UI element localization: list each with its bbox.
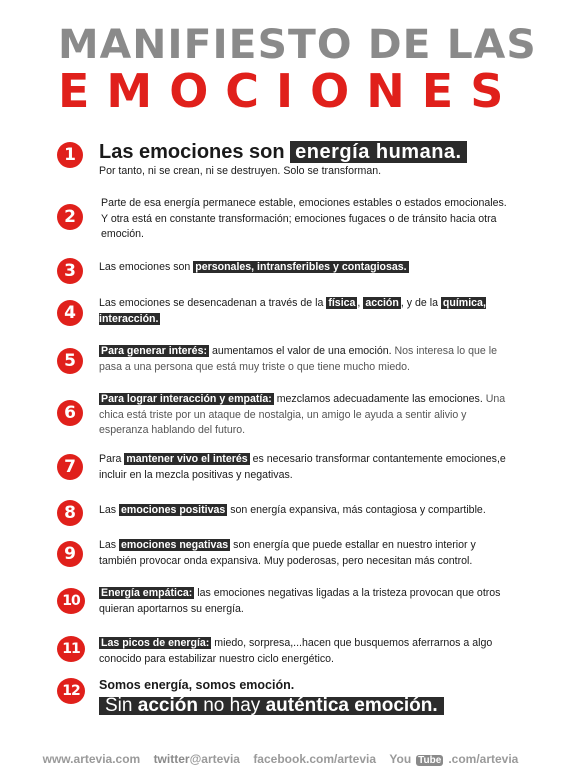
- highlight-text: física: [328, 297, 356, 309]
- item-text: son energía que puede estallar en nuestro interior y también provocar onda expansiva. Muy poderosas, pero necesitan más control.: [99, 539, 476, 567]
- item-text: mezclamos adecuadamente las emociones.: [273, 393, 486, 405]
- item-subtext: Por tanto, ni se crean, ni se destruyen. Solo se transforman.: [99, 165, 382, 177]
- closing-banner: Sin acción no hay auténtica emoción.: [99, 697, 444, 715]
- highlight-text: Para lograr interacción y empatía:: [101, 393, 272, 405]
- item-text: Para: [99, 453, 125, 465]
- closing-statement: Somos energía, somos emoción.: [99, 678, 295, 692]
- item-text: Las emociones son: [99, 141, 291, 163]
- item-example: Una chica está triste por un ataque de nostalgia, un amigo le ayuda a sentir alivio y esperanza hablando del futuro.: [99, 393, 506, 436]
- highlight-text: emociones negativas: [121, 539, 229, 551]
- item-text: aumentamos el valor de una emoción.: [209, 345, 395, 357]
- item-example: Nos interesa lo que le pasa a una persona que está muy triste o que tiene mucho miedo.: [99, 345, 497, 373]
- highlight-text: Energía empática:: [101, 587, 193, 599]
- youtube-link[interactable]: You Tube .com/artevia: [389, 752, 519, 766]
- highlight-text: Las picos de energía:: [101, 637, 210, 649]
- facebook-link[interactable]: facebook.com/artevia: [253, 752, 377, 766]
- twitter-logo: twitter: [153, 752, 190, 766]
- website-link[interactable]: www.artevia.com: [42, 752, 141, 766]
- number-badge: 3: [57, 258, 83, 284]
- footer-links: [0, 752, 561, 766]
- twitter-link[interactable]: twitter@artevia: [153, 752, 240, 766]
- item-text: Las emociones se desencadenan a través de la: [99, 297, 327, 309]
- title-line-1: MANIFIESTO DE LAS: [58, 22, 537, 68]
- number-badge: 9: [57, 541, 83, 567]
- highlight-text: energía humana.: [290, 141, 466, 163]
- number-badge: 6: [57, 400, 83, 426]
- item-text: las emociones negativas ligadas a la tristeza provocan que otros quieran aportarnos su energía.: [99, 587, 501, 615]
- item-text: Las emociones son: [99, 261, 194, 273]
- title-line-2: EMOCIONES: [58, 64, 521, 118]
- poster-title: [58, 22, 537, 118]
- highlight-text: emociones positivas: [121, 504, 226, 516]
- item-text: Las: [99, 539, 120, 551]
- highlight-text: química, interacción.: [99, 297, 486, 325]
- item-text: son energía expansiva, más contagiosa y compartible.: [227, 504, 486, 516]
- number-badge: 2: [57, 204, 83, 230]
- item-text: es necesario transformar contantemente emociones,e incluir en la mezcla positivas y negativas.: [99, 453, 506, 481]
- highlight-text: Para generar interés:: [101, 345, 207, 357]
- number-badge: 5: [57, 348, 83, 374]
- number-badge: 8: [57, 500, 83, 526]
- number-badge: 7: [57, 454, 83, 480]
- number-badge: 1: [57, 142, 83, 168]
- number-badge: 10: [57, 588, 85, 614]
- youtube-logo: You Tube: [389, 752, 442, 766]
- highlight-text: personales, intransferibles y contagiosas.: [195, 261, 407, 273]
- number-badge: 12: [57, 678, 85, 704]
- item-text: miedo, sorpresa,...hacen que busquemos aferrarnos a algo conocido para estabilizar nuestro ciclo energético.: [99, 637, 493, 665]
- item-text: Las: [99, 504, 120, 516]
- item-text: Parte de esa energía permanece estable, emociones estables o estados emocionales. Y otra está en constante transformación; emociones fugaces o de tránsito hacia otra emoción.: [101, 197, 507, 240]
- highlight-text: mantener vivo el interés: [126, 453, 248, 465]
- number-badge: 4: [57, 300, 83, 326]
- highlight-text: acción: [365, 297, 399, 309]
- number-badge: 11: [57, 636, 85, 662]
